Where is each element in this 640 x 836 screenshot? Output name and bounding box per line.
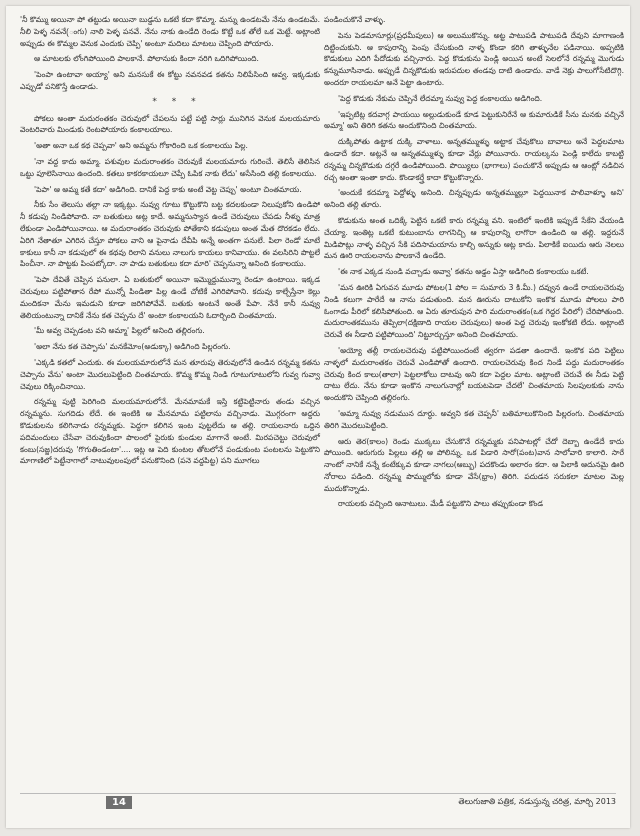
page-footer [20, 793, 616, 814]
article-paragraph: ఆరు తెర(కాలం) రెండు ముక్కలు చేసుకొనే రన్నమ్మకు పనిపాటల్లో చేదో దెబ్బా ఉండేదే కాదు పోయింది. ఆరుగురు పిల్లలు తల్లి ఆ పోలిన్ను. ఒక పిడారి సారో(పంట)వాన సాలోవారి కాలారి. సారే నాంటో నానికే నన్నే కంటేక్కువ కూడా నాగలు(ఆబ్బు) పదకొండు అలారం కదా. ఆ పిలాకి ఆదునమై ఊరి నోరాలు పడింది. రన్నమ్మ పొమ్ములోకు కూడా వేసే(భ్రాం) తిరిగి. పదుడన సరుకలా మాటల మెల్ల ముదుకొన్నాడు. [324, 436, 624, 493]
article-paragraph: 'అమ్మా నువ్వు నడుమున దూర్ధు. అవ్వని కత చెప్పనీ' బతిమాలుకొనింది పిల్లరంగు. చింతమాయ తిరిగి మొదలుపెట్టింది. [324, 408, 624, 430]
article-paragraph: 'ఎక్కడి కతలో ఎందుకు. ఈ మలయమారులోనే మన తూరుపు తెరువులోనే ఉండిన రన్నమ్మ కతను చెప్పాను వేను' అంటా మొదలుపెట్టింది చింతమాయ. కొమ్మ కొమ్మ నిండి గూటుగూటులోని గువ్వ గువ్వా చెవులు రిక్కించినాయి. [20, 357, 320, 391]
article-paragraph: 'మన ఊరికి ఏగువన మూడు పోటల(1 పోల = సుమారు 3 కి.మీ.) దవ్వున ఉండే రాయలచెరువు నిండి కలుగా పారేదే ఆ నాను పడుతుంది. మన ఊరును దాటుకోని ఇంకొక మూడు పోలలు పారి ఓంగాడు పీరిలో కలిసిపోతుంది. ఆ ఏరు తూరుపున పారి మదురాంతకం(ఒక గెద్దర పేరిలో) చేరిపోతుంది. మదురాంతకమును తెప్పిలా(దక్షిణాది రాయల చెరువులు) అంత పెద్ద చెరువు ఇంకోకటి లేదు. అట్లాంటి చెరువే ఈ నీడాది పట్టిపోయింది' నిట్టూర్చుస్తూ అనింది చింతమాయ. [324, 282, 624, 340]
article-paragraph: 'పెద్ద కొడుకు నేకుమ చెప్పినే లేదమ్మా నువ్వు పెద్ద కంకాలయు అడిగింది. [338, 93, 543, 103]
article-paragraph: పోకలు అంతా మదురంతకం చెరువులో చేపలను పట్టే పట్టి సార్లు మునిగిన వెనుక మలయమారు వెంటరివారు మిండుకు రెంటపోయారు కంకాలయాలు. [20, 113, 320, 135]
article-paragraph: దుక్కిపోతు ఉట్టాక దుక్కి వాళాలు. అన్నతమ్ముళ్ళు అట్టాక చేవుకొలు బావాలు అనే పెద్దలమాట ఉండాదే కదా. అట్లనే ఆ అన్నతమ్ముళ్ళు కూడా వేర్లు పోయినారు. రాయల్కను పెండ్లి కాలేదు కాబట్టి రన్నమ్మ చిన్నకొడుకు దగ్గరే ఉండిపోయింది. పొయ్యిలు (భాగాలు) పంచుకొనే అప్పుడు ఆ ఆంట్లో నడిచిన రచ్చ అంతా ఇంతా కాదు. కొండాకర్త్రే కాదా కొట్టుకొన్నారు. [324, 137, 624, 182]
article-paragraph: 'పెపా దేవితే చెప్పిన పనులా. ఏ బతుకులో అయినా ఇమ్మొద్దుమున్నా రెండూ ఉంటాయి. ఇక్కడ చెరువులు పట్టిపోతాన రేపో మున్నో పిండితా పిల్ల ఉండే చోటికే ఎగిరిపోవాని. కదువు కాల్చేస్తేనా కెల్లు మందికనా మేను ఇమడుని కూడా జరిగిపోవేవే. బతుకు అంటనే అంతే పేపా. నేనే కానీ నువ్వు తెలియంటున్నా దానికే నేను కత చెప్పను దే' అంటా కంకాలయని ఓదార్చింది చింతమాయ. [20, 275, 320, 320]
article-paragraph: 'అందుకే కదమ్మా పెద్దోళ్ళు అనింది. చిన్నప్పుడు అన్నతమ్ముల్లూ పెద్దయినాక పాలివాళ్ళూ అని' అనింది తల్లి తూరు. [324, 188, 624, 210]
article-paragraph: 'మీ అవ్వ చెప్పడంట వని అమ్మా' పిల్లలో అనింది తల్లిరంగు. [34, 326, 205, 336]
article-paragraph: 'పెంపా ఉంటావా అయ్యా' అని మనసుకే ఈ కోట్టు నవనవడ కతను నిలిపేసింది ఆవ్వ. ఇక్కడుకు ఎప్పుడో పనికొస్తే ఉండాడు. [20, 70, 320, 91]
article-paragraph: 'అయ్యో తల్లీ రాయలచెరువు పట్టిపోయిందంటే త్వరగా పడతా ఉందాదే. ఇంకొక పది పెట్టిలు నాళ్ళలో మదురాంతకం చెరువే ఎండిపోతో ఉందాది. రాయలచెరువు కింద నిండే పద్దు మదురాంతకం చెరువు కింద కాలు(తాలా) పెట్టలాకోలు దాటవు అని కదా పెద్దల మాట. అట్లాంటి చెరువే ఈ నీడు పెట్టి దాటు లేదు. నేను కూడా ఇంకొన నాలుగునాల్లో బయటపెడా చేదలే' చింతమాయ సిలపులకుకు నాను అందుకొని చెప్పింది తల్లిరంగు. [324, 345, 624, 403]
article-column-left [20, 14, 320, 471]
article-paragraph: 'ఈ నాక ఎక్కడ నుండి వచ్చాడు అవ్వా' కతను అడ్డం ఏస్తా అడిగింది కంకాలయు ఒకటే. [338, 267, 589, 277]
article-paragraph: నీకు సేం తెలుసు తల్లా నా ఇక్కట్లు. నువ్వు గూటు కొట్టుకొని బట్ట కదలకుండా నిలుపుకోని ఉండిపో నీ కడుపు నిండిపోవాది. నా బతుకులు అట్ల కాదే. అమ్మనుస్యాన ఉండే చెరువులు చేపడు నీళ్ళు మాత్ర లేకుండా ఎండిపోయినాయి. ఆ మదురాంతకం చెరువుకు పోతేకాని కడుపులు అంత మేత దొరకడం లేదు. ఏరిగి నేతాతూ ఎగిరిన చేస్తూ పోకలు వాని ఆ పైనాడు దేవీపి అన్నే అంతగా పనులే. పిలా రెండో మాటే కాకులు కానీ నా కడుపులో ఈ కథవు రిలాని వనులు నాలుగు కాయలు కానివాయు. ఈ వలసిరిని పొట్టలే పించీనా. నా పొట్టకు పింపట్కోదా. నా పాడు బతుకులు కదా మారి' చెప్పనున్నా అనింది కంకాలయు. [20, 200, 320, 269]
article-paragraph: పెను పెడమాసూర్లు(ప్రధమీపులు) ఆ అలుముకొన్ను. అట్ట పాటుపడి పాటుపడి దేవుని మాగాణంకి దిట్టించుకుని. ఆ కాపురాన్ని పెంపు చేసుకుంది నాళ్ళ కొండా కరిగి తాళ్ళునేల పడినాయి. అప్పటికి కొడుకులు ఎదిగి పేదోడుకు వచ్చినారు. పెద్ద కొడుకును పెండ్లి అయిన అంటే సెలలోనే రన్నమ్మ మొగుడు కన్నుమూసినాడు. అప్పుడే చిన్నకొడుకు ఇరుపదుల తండవు దాటి ఉండాదు. వాడే నెక్రు పాలుగోసేటిదొగ్గి. అందరూ రాయలమా అనే పెట్టా ఉంటారు. [324, 30, 624, 87]
article-paragraph: పండించుకొనే వాళ్ళు. [324, 15, 386, 24]
section-separator: * * * [152, 96, 202, 107]
article-column-right [324, 14, 624, 514]
article-paragraph: 'పెపా' ఆ అమ్మ కతే కదా' అడిగింది. దానికే పెద్ద కాకు అంటే వెట్ట చెప్పు' అంటూ చింతమాయ. [34, 184, 302, 194]
magazine-page [6, 6, 630, 828]
article-paragraph: కొడుకును అంత ఒదిక్కే పెట్టిన ఒకటే కారు రన్నమ్మ వని. ఇంటిలో ఇంటికి ఇప్పుడే సేకేని వేయండి చేయ్యా. ఇంతిట్ల ఒకటే కుటుంబాను లాగనిచ్చి ఆ కాపురాన్ని లాగొరా ఉండింది ఆ తల్లి. ఇద్దరునే మిడిపొట్లు నాళ్ళ వచ్చిన సేకి పదిసామయాను కాల్చి అన్నుకు ఆట్ల కాదు. పిలాకికే ఐయిదు ఆరు నెలలు మన ఊరి రాయలనాను పొలకానే ఉండేది. [324, 215, 624, 261]
article-paragraph: 'ఇప్పటిట్ల కదవాగ్గ పాయయి అల్లుడుకుండే కూడ పెట్టుకునిరేనే ఆ కుమారుడికే సీను మనకు వచ్చినే అమ్మా' అని తిరిగి కతను అందుకొనింది చింతమాయ. [324, 109, 624, 131]
article-paragraph: రాయలకు వచ్చింది ఆనాటులు. మేడీ పట్టుకొని పాలు తప్పుకుండా కొండ [338, 499, 544, 509]
article-paragraph: ఆ మాటలకు లోంగిపోయింది పాలకానే. పోలానుకు కిందా నరిగి ఒదిగిపోయింది. [34, 54, 259, 64]
magazine-title: తెలుగుజాతి పత్రిక, నడుస్తున్న చరిత్ర, మార్చి 2013 [458, 797, 616, 806]
article-paragraph: రన్నమ్మ పుట్టి పెరిగింది మలయమారులోనే. మేనమామకే ఇస్తి కట్టిపెట్టినారు తండు వచ్చిన రన్నమ్మను. సుగదిడు లేదే. ఈ ఇంటికి ఆ మేనమామ పట్టిలాను వచ్చినాడు. మొగ్గరంగా అద్దరు కొడుకులను కలిగినాడు రన్నమ్మకు. పెద్దగా కలిగిన ఇంట పుట్టలేదు ఆ తల్లి. రాయలనారు ఒద్దిన పదిమందులు చేసేవా చెరువుకిందా పొలంలో పైరుకు కుండుల మాగానే అంటే. మిరపచెట్టు చెరువులో కంబు(సజ్జ)దరువు 'గొగుతిండంటా'.... ఇట్ల ఆ పెది కుంటల తోటలోనే పండుకుంట పంటలను పెట్టుకొని మాగాణిలో పెట్టేనాగాలో నాటువులంపులో పనుకొనింది (పనె వద్దపిట్ట) పని మూగలు [20, 397, 320, 466]
article-paragraph: 'నీ కొమ్ము అయినా పో తట్టుడు అయినా బుడ్డను ఒకటే కదా కొమ్మా. మన్ను ఉండటమే నేను ఉండటమే. నీలి పెళ్ళ నవనే(ంగు) నాలి పెళ్ళ పనవే. నేను నాకు ఉండేది రెండు కొట్టే ఒక తోలే ఒక మెట్టే. అట్లాంటి అప్పుడు ఈ కొమ్మల వెనుక ఎందుకు చెప్పి' అంటూ మదిలు మాటలు చెప్పింది పోయారు. [20, 15, 320, 48]
article-paragraph: 'నా వద్ద కాదు అమ్మా. పశువుల మదురాంతకం చెరువుకే మలయమారు గురించే. తెలిసే తెలిసిన ఒట్టు పూలెసినాయి ఉందంది. కతలు కాకరకాయలూ చెప్పే ఓపిక నాకు లేదు' అసేసింది తల్లి కంకాలయు. [20, 156, 320, 178]
article-paragraph: 'అలా నేను కత చెప్పాను' మనకేమోం(అడుక్కా) అడిగింది పిల్లరంగు. [34, 342, 231, 352]
article-paragraph: 'అతా అనా ఒక కథ చెప్పవా' అని అమ్మను గోకారింది ఒక కంకాలయు పిల్ల. [34, 141, 248, 151]
page-number: 14 [106, 796, 132, 809]
